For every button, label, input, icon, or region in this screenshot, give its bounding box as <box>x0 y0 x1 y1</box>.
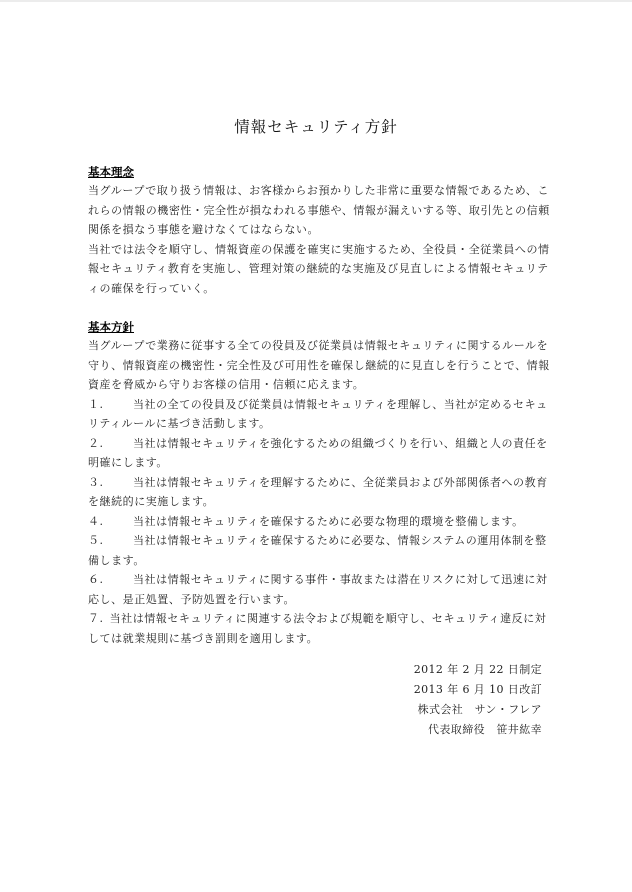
item-continuation: リティルールに基づき活動します。 <box>88 417 271 430</box>
paragraph-line: 当グループで取り扱う情報は、お客様からお預かりした非常に重要な情報であるため、こ <box>88 184 550 197</box>
item-text: 当社の全ての役員及び従業員は情報セキュリティを理解し、当社が定めるセキュ <box>133 397 548 411</box>
policy-item-3 <box>88 473 558 512</box>
section-basic-philosophy <box>88 163 558 298</box>
signature-block <box>350 660 542 740</box>
item-continuation: 明確にします。 <box>88 456 168 469</box>
item-continuation: 応し、是正処置、予防処置を行います。 <box>88 592 296 606</box>
item-continuation: しては就業規則に基づき罰則を適用します。 <box>88 631 319 645</box>
paragraph-line: 当社では法令を順守し、情報資産の保護を確実に実施するため、全役員・全従業員への情 <box>88 242 550 256</box>
company-name: 株式会社 サン・フレア <box>417 703 542 716</box>
policy-item-4 <box>88 512 558 532</box>
item-number: ５. <box>88 534 104 547</box>
section-heading: 基本理念 <box>88 165 134 179</box>
section-basic-policy <box>88 318 558 648</box>
item-number: ２. <box>88 436 104 450</box>
policy-item-7 <box>88 609 558 648</box>
item-number: ６. <box>88 573 104 586</box>
section-heading: 基本方針 <box>88 320 134 334</box>
policy-item-5 <box>88 531 558 570</box>
item-text: 当社は情報セキュリティを理解するために、全従業員および外部関係者への教育 <box>133 475 548 489</box>
item-text: 当社は情報セキュリティを強化するための組織づくりを行い、組織と人の責任を <box>133 436 548 450</box>
policy-item-2 <box>88 434 558 473</box>
paragraph-line: 報セキュリティ教育を実施し、管理対策の継続的な実施及び見直しによる情報セキュリテ <box>88 262 549 275</box>
policy-item-1 <box>88 395 558 434</box>
item-number: １. <box>88 397 104 411</box>
paragraph-line: れらの情報の機密性・完全性が損なわれる事態や、情報が漏えいする等、取引先との信頼 <box>88 203 550 217</box>
paragraph-line: 守り、情報資産の機密性・完全性及び可用性を確保し継続的に見直しを行うことで、情報 <box>88 358 550 372</box>
representative-name: 代表取締役 笹井紘幸 <box>428 723 542 736</box>
policy-item-6 <box>88 570 558 609</box>
established-date: 2012 年 2 月 22 日制定 <box>413 663 542 676</box>
paragraph-line: 当グループで業務に従事する全ての役員及び従業員は情報セキュリティに関するルールを <box>88 339 549 352</box>
revised-date: 2013 年 6 月 10 日改訂 <box>413 683 542 696</box>
item-number: ４. <box>88 514 104 528</box>
item-text: 当社は情報セキュリティに関する事件・事故または潜在リスクに対して迅速に対 <box>133 573 548 586</box>
item-text: 当社は情報セキュリティを確保するために必要な物理的環境を整備します。 <box>133 514 524 528</box>
item-number: ３. <box>88 475 104 489</box>
item-continuation: 備します。 <box>88 553 145 567</box>
item-number: ７. <box>88 612 104 625</box>
item-continuation: を継続的に実施します。 <box>88 495 215 508</box>
document-title: 情報セキュリティ方針 <box>234 118 398 136</box>
paragraph-line: 資産を脅威から守りお客様の信用・信頼に応えます。 <box>88 378 365 391</box>
item-text: 当社は情報セキュリティに関連する法令および規範を順守し、セキュリティ違反に対 <box>109 612 547 625</box>
paragraph-line: 関係を損なう事態を避けなくてはならない。 <box>88 223 319 236</box>
item-text: 当社は情報セキュリティを確保するために必要な、情報システムの運用体制を整 <box>133 534 547 547</box>
paragraph-line: ィの確保を行っていく。 <box>88 281 215 295</box>
